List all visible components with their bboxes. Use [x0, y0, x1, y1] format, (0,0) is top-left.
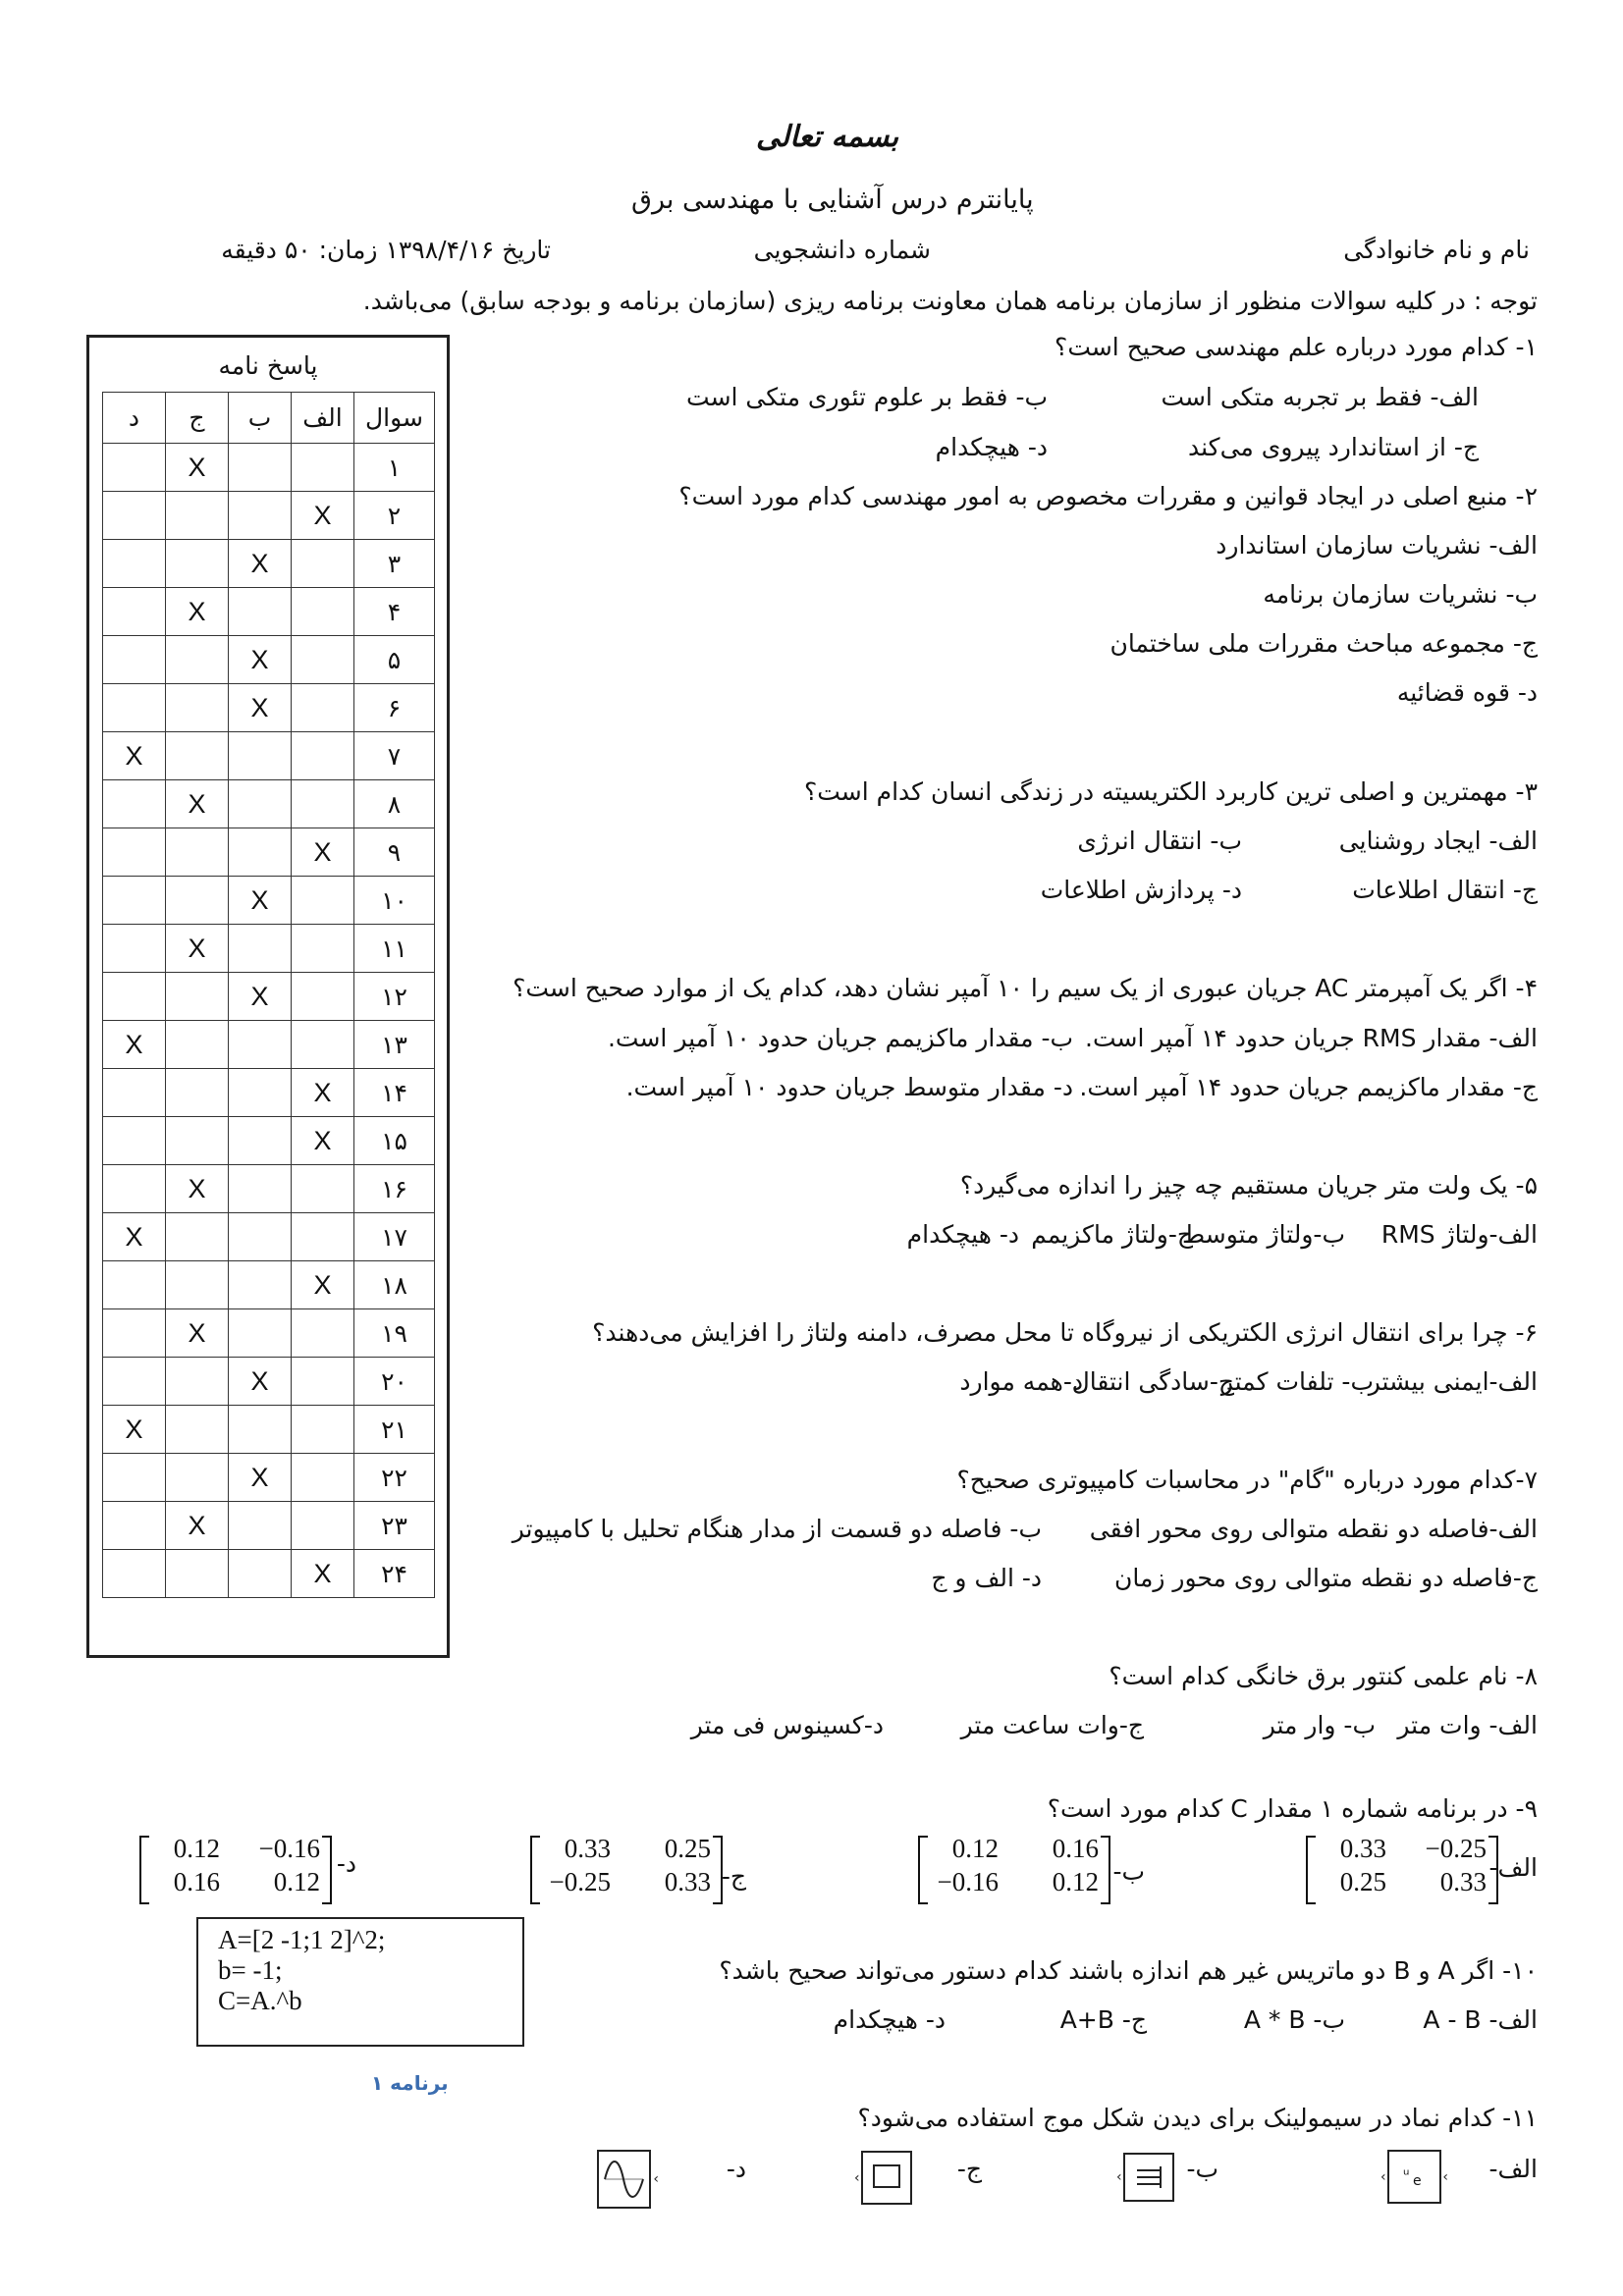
question-11-text: ۱۱- کدام نماد در سیمولینک برای دیدن شکل موج استفاده می‌شود؟ — [857, 2104, 1538, 2132]
choice-alef — [292, 732, 354, 780]
choice-be — [229, 780, 292, 828]
scope-like-block-icon: › — [861, 2151, 912, 2205]
answer-table-header — [103, 393, 435, 444]
q9-matrix-b — [918, 1834, 1110, 1902]
question-5-text: ۵- یک ولت متر جریان مستقیم چه چیز را اندازه می‌گیرد؟ — [959, 1171, 1538, 1200]
choice-be: X — [229, 973, 292, 1021]
choice-alef — [292, 973, 354, 1021]
answer-row — [103, 1358, 435, 1406]
answer-row — [103, 492, 435, 540]
choice-alef — [292, 1165, 354, 1213]
q6-option-d: د-همه موارد — [959, 1367, 1083, 1396]
choice-jim — [166, 732, 229, 780]
left-bracket — [530, 1836, 540, 1904]
choice-alef — [292, 877, 354, 925]
q6-option-a: الف-ایمنی بیشتر — [1368, 1367, 1538, 1396]
q5-option-c: ج-ولتاژ ماکزیمم — [1031, 1220, 1193, 1249]
q9-option-b-label: ب- — [1112, 1857, 1145, 1886]
answer-row — [103, 1021, 435, 1069]
answer-row — [103, 1454, 435, 1502]
matrix-cell: 0.12 — [951, 1834, 999, 1863]
choice-be: X — [229, 1454, 292, 1502]
choice-dal — [103, 1502, 166, 1550]
matrix-cell: −0.25 — [1425, 1834, 1487, 1863]
q4-option-b: ب- مقدار ماکزیمم جریان حدود ۱۰ آمپر است. — [607, 1024, 1073, 1052]
choice-be — [229, 1406, 292, 1454]
matrix-cell: 0.33 — [664, 1867, 711, 1896]
choice-jim — [166, 1406, 229, 1454]
choice-dal — [103, 973, 166, 1021]
choice-dal — [103, 828, 166, 877]
question-7-text: ۷-کدام مورد درباره "گام" در محاسبات کامپیوتری صحیح؟ — [956, 1466, 1538, 1494]
matrix-cell: 0.16 — [1052, 1834, 1099, 1863]
q2-option-a: الف- نشریات سازمان استاندارد — [1216, 531, 1538, 560]
q2-option-b: ب- نشریات سازمان برنامه — [1263, 580, 1538, 609]
q11-option-b: ب- — [1186, 2155, 1218, 2183]
choice-dal: X — [103, 1406, 166, 1454]
answer-row — [103, 973, 435, 1021]
choice-dal — [103, 636, 166, 684]
header-dal: د — [103, 393, 166, 444]
answer-sheet-title: پاسخ نامه — [218, 351, 318, 380]
q5-option-a: الف-ولتاژ RMS — [1380, 1220, 1538, 1249]
choice-dal — [103, 1454, 166, 1502]
choice-be — [229, 1165, 292, 1213]
question-number: ۱۵ — [354, 1117, 435, 1165]
question-number: ۱ — [354, 444, 435, 492]
choice-dal — [103, 540, 166, 588]
question-number: ۱۱ — [354, 925, 435, 973]
choice-jim — [166, 684, 229, 732]
answer-row — [103, 588, 435, 636]
q7-option-c: ج-فاصله دو نقطه متوالی روی محور زمان — [1114, 1564, 1538, 1592]
choice-jim — [166, 1454, 229, 1502]
choice-alef — [292, 684, 354, 732]
choice-dal — [103, 684, 166, 732]
choice-alef — [292, 444, 354, 492]
choice-be: X — [229, 636, 292, 684]
choice-alef — [292, 540, 354, 588]
header-question: سوال — [354, 393, 435, 444]
choice-dal — [103, 1165, 166, 1213]
choice-be — [229, 1117, 292, 1165]
choice-alef — [292, 636, 354, 684]
choice-dal: X — [103, 732, 166, 780]
question-number: ۱۴ — [354, 1069, 435, 1117]
choice-alef — [292, 1021, 354, 1069]
q9-option-d-label: د- — [336, 1849, 356, 1878]
question-number: ۲۰ — [354, 1358, 435, 1406]
question-number: ۲۱ — [354, 1406, 435, 1454]
matrix-cell: 0.33 — [564, 1834, 611, 1863]
question-number: ۳ — [354, 540, 435, 588]
choice-jim — [166, 828, 229, 877]
choice-jim — [166, 1117, 229, 1165]
choice-be — [229, 1309, 292, 1358]
matrix-cell: 0.33 — [1339, 1834, 1386, 1863]
choice-jim: X — [166, 925, 229, 973]
exam-note: توجه : در کلیه سوالات منظور از سازمان برنامه همان معاونت برنامه ریزی (سازمان برنامه و بودجه سابق) می‌باشد. — [362, 287, 1538, 315]
choice-alef — [292, 1502, 354, 1550]
question-number: ۹ — [354, 828, 435, 877]
q10-option-d: د- هیچکدام — [833, 2005, 946, 2034]
left-bracket — [1306, 1836, 1316, 1904]
q8-option-b: ب- وار متر — [1263, 1711, 1376, 1739]
question-9-text: ۹- در برنامه شماره ۱ مقدار C کدام مورد است؟ — [1047, 1794, 1538, 1823]
choice-alef: X — [292, 1261, 354, 1309]
choice-be: X — [229, 540, 292, 588]
question-number: ۱۶ — [354, 1165, 435, 1213]
choice-be — [229, 925, 292, 973]
q8-option-d: د-کسینوس فی متر — [690, 1711, 884, 1739]
q4-option-c: ج- مقدار ماکزیمم جریان حدود ۱۴ آمپر است. — [1079, 1073, 1538, 1101]
left-bracket — [139, 1836, 149, 1904]
q10-option-a: الف- A - B — [1423, 2005, 1538, 2034]
q1-option-b: ب- فقط بر علوم تئوری متکی است — [686, 383, 1048, 411]
q2-option-c: ج- مجموعه مباحث مقررات ملی ساختمان — [1109, 629, 1538, 658]
choice-be — [229, 492, 292, 540]
q3-option-a: الف- ایجاد روشنایی — [1338, 827, 1538, 855]
question-number: ۲۲ — [354, 1454, 435, 1502]
program-code-box — [196, 1917, 524, 2047]
display-block-icon: › — [1123, 2153, 1174, 2202]
matrix-cell: 0.25 — [1339, 1867, 1386, 1896]
right-bracket — [1101, 1836, 1110, 1904]
choice-dal — [103, 1261, 166, 1309]
question-number: ۲۴ — [354, 1550, 435, 1598]
q7-option-a: الف-فاصله دو نقطه متوالی روی محور افقی — [1089, 1515, 1538, 1543]
choice-be — [229, 444, 292, 492]
matrix-cell: −0.16 — [258, 1834, 320, 1863]
q6-option-b: ب- تلفات کمتر — [1220, 1367, 1374, 1396]
q8-option-a: الف- وات متر — [1397, 1711, 1538, 1739]
right-bracket — [322, 1836, 332, 1904]
gain-block-icon: › ᵘ e › — [1387, 2150, 1441, 2204]
bismillah: بسمه تعالی — [756, 120, 899, 154]
q4-option-a: الف- مقدار RMS جریان حدود ۱۴ آمپر است. — [1085, 1024, 1538, 1052]
matrix-cell: 0.25 — [664, 1834, 711, 1863]
choice-alef: X — [292, 492, 354, 540]
date-time-label: تاریخ ۱۳۹۸/۴/۱۶ زمان: ۵۰ دقیقه — [221, 236, 551, 264]
choice-dal — [103, 780, 166, 828]
left-bracket — [918, 1836, 928, 1904]
choice-jim — [166, 1261, 229, 1309]
q3-option-b: ب- انتقال انرژی — [1077, 827, 1242, 855]
question-2-text: ۲- منبع اصلی در ایجاد قوانین و مقررات مخصوص به امور مهندسی کدام مورد است؟ — [678, 482, 1538, 510]
answer-row — [103, 780, 435, 828]
choice-jim: X — [166, 1309, 229, 1358]
choice-be: X — [229, 1358, 292, 1406]
choice-jim — [166, 492, 229, 540]
question-number: ۱۳ — [354, 1021, 435, 1069]
question-number: ۱۲ — [354, 973, 435, 1021]
answer-row — [103, 684, 435, 732]
answer-row — [103, 1117, 435, 1165]
q11-option-d: د- — [726, 2155, 746, 2183]
code-line: b= -1; — [218, 1955, 283, 1985]
choice-jim — [166, 1213, 229, 1261]
choice-dal — [103, 1550, 166, 1598]
choice-dal: X — [103, 1213, 166, 1261]
question-number: ۷ — [354, 732, 435, 780]
choice-alef — [292, 1309, 354, 1358]
choice-alef — [292, 1406, 354, 1454]
matrix-cell: 0.12 — [1052, 1867, 1099, 1896]
choice-be — [229, 1213, 292, 1261]
answer-row — [103, 1213, 435, 1261]
name-label: نام و نام خانوادگی — [1343, 236, 1530, 264]
choice-alef — [292, 780, 354, 828]
choice-alef — [292, 1358, 354, 1406]
matrix-cell: 0.12 — [273, 1867, 320, 1896]
choice-dal — [103, 925, 166, 973]
choice-jim — [166, 1069, 229, 1117]
choice-dal — [103, 1309, 166, 1358]
q5-option-d: د- هیچکدام — [906, 1220, 1019, 1249]
choice-jim: X — [166, 1165, 229, 1213]
answer-row — [103, 1502, 435, 1550]
choice-jim — [166, 636, 229, 684]
scope-sine-icon: › — [597, 2150, 651, 2209]
question-number: ۱۸ — [354, 1261, 435, 1309]
q11-option-a: الف- — [1488, 2155, 1538, 2183]
question-number: ۲۳ — [354, 1502, 435, 1550]
choice-jim — [166, 540, 229, 588]
choice-jim — [166, 1021, 229, 1069]
matrix-cell: −0.16 — [937, 1867, 999, 1896]
q3-option-d: د- پردازش اطلاعات — [1040, 876, 1242, 904]
choice-alef — [292, 1454, 354, 1502]
matrix-cell: 0.12 — [173, 1834, 220, 1863]
choice-jim — [166, 877, 229, 925]
choice-dal — [103, 877, 166, 925]
answer-row — [103, 636, 435, 684]
answer-row — [103, 828, 435, 877]
question-8-text: ۸- نام علمی کنتور برق خانگی کدام است؟ — [1109, 1662, 1538, 1690]
question-number: ۱۷ — [354, 1213, 435, 1261]
choice-alef: X — [292, 1550, 354, 1598]
right-bracket — [713, 1836, 723, 1904]
choice-be: X — [229, 684, 292, 732]
choice-dal — [103, 588, 166, 636]
choice-be — [229, 828, 292, 877]
q3-option-c: ج- انتقال اطلاعات — [1352, 876, 1538, 904]
question-number: ۶ — [354, 684, 435, 732]
q9-matrix-d — [139, 1834, 332, 1902]
answer-row — [103, 1309, 435, 1358]
program-caption: برنامه ۱ — [371, 2071, 449, 2095]
q1-option-d: د- هیچکدام — [935, 433, 1048, 461]
answer-row — [103, 877, 435, 925]
question-3-text: ۳- مهمترین و اصلی ترین کاربرد الکتریسیته در زندگی انسان کدام است؟ — [803, 777, 1538, 806]
choice-dal — [103, 1117, 166, 1165]
q10-option-c: ج- A+B — [1059, 2005, 1147, 2034]
choice-be — [229, 1502, 292, 1550]
q8-option-c: ج-وات ساعت متر — [960, 1711, 1144, 1739]
choice-be — [229, 1550, 292, 1598]
choice-alef: X — [292, 828, 354, 877]
question-number: ۵ — [354, 636, 435, 684]
q6-option-c: ج-سادگی انتقال — [1071, 1367, 1234, 1396]
header-alef: الف — [292, 393, 354, 444]
choice-dal — [103, 1358, 166, 1406]
header-be: ب — [229, 393, 292, 444]
q11-option-c: ج- — [956, 2155, 982, 2183]
q5-option-b: ب-ولتاژ متوسط — [1182, 1220, 1345, 1249]
choice-alef: X — [292, 1069, 354, 1117]
question-4-text: ۴- اگر یک آمپرمتر AC جریان عبوری از یک سیم را ۱۰ آمپر نشان دهد، کدام یک از موارد صحیح است؟ — [513, 974, 1538, 1002]
question-number: ۱۹ — [354, 1309, 435, 1358]
choice-be — [229, 732, 292, 780]
matrix-cell: 0.16 — [173, 1867, 220, 1896]
answer-row — [103, 1261, 435, 1309]
choice-alef — [292, 1213, 354, 1261]
choice-be — [229, 1261, 292, 1309]
question-1-text: ۱- کدام مورد درباره علم مهندسی صحیح است؟ — [1055, 333, 1538, 361]
code-line: A=[2 -1;1 2]^2; — [218, 1925, 386, 1954]
q9-matrix-a — [1306, 1834, 1498, 1902]
page-title: پایانترم درس آشنایی با مهندسی برق — [631, 185, 1034, 215]
choice-be — [229, 1021, 292, 1069]
matrix-cell: 0.33 — [1439, 1867, 1487, 1896]
choice-jim — [166, 973, 229, 1021]
answer-row — [103, 444, 435, 492]
choice-dal: X — [103, 1021, 166, 1069]
q4-option-d: د- مقدار متوسط جریان حدود ۱۰ آمپر است. — [625, 1073, 1073, 1101]
choice-jim: X — [166, 588, 229, 636]
choice-dal — [103, 492, 166, 540]
matrix-cell: −0.25 — [549, 1867, 611, 1896]
choice-dal — [103, 444, 166, 492]
answer-table — [102, 392, 435, 1598]
answer-sheet — [86, 335, 450, 1658]
choice-jim — [166, 1550, 229, 1598]
choice-be — [229, 588, 292, 636]
answer-row — [103, 1165, 435, 1213]
choice-dal — [103, 1069, 166, 1117]
choice-jim: X — [166, 1502, 229, 1550]
question-number: ۱۰ — [354, 877, 435, 925]
question-number: ۴ — [354, 588, 435, 636]
answer-row — [103, 540, 435, 588]
q9-option-a-label: الف- — [1488, 1853, 1538, 1882]
question-number: ۲ — [354, 492, 435, 540]
choice-alef — [292, 588, 354, 636]
choice-be: X — [229, 877, 292, 925]
choice-jim: X — [166, 444, 229, 492]
question-number: ۸ — [354, 780, 435, 828]
q7-option-d: د- الف و ج — [931, 1564, 1042, 1592]
header-jim: ج — [166, 393, 229, 444]
code-line: C=A.^b — [218, 1986, 302, 2015]
answer-row — [103, 1550, 435, 1598]
answer-row — [103, 925, 435, 973]
right-bracket — [1488, 1836, 1498, 1904]
answer-row — [103, 732, 435, 780]
question-6-text: ۶- چرا برای انتقال انرژی الکتریکی از نیروگاه تا محل مصرف، دامنه ولتاژ را افزایش می‌دهند؟ — [592, 1318, 1538, 1347]
choice-jim — [166, 1358, 229, 1406]
answer-row — [103, 1406, 435, 1454]
choice-jim: X — [166, 780, 229, 828]
choice-alef — [292, 925, 354, 973]
q9-option-c-label: ج- — [721, 1862, 746, 1891]
q10-option-b: ب- A * B — [1243, 2005, 1345, 2034]
choice-alef: X — [292, 1117, 354, 1165]
answer-row — [103, 1069, 435, 1117]
q7-option-b: ب- فاصله دو قسمت از مدار هنگام تحلیل با کامپیوتر — [512, 1515, 1042, 1543]
q1-option-c: ج- از استاندارد پیروی می‌کند — [1188, 433, 1479, 461]
q2-option-d: د- قوه قضائیه — [1396, 678, 1538, 707]
student-number-label: شماره دانشجویی — [753, 236, 931, 264]
q9-matrix-c — [530, 1834, 723, 1902]
q1-option-a: الف- فقط بر تجربه متکی است — [1161, 383, 1479, 411]
choice-be — [229, 1069, 292, 1117]
question-10-text: ۱۰- اگر A و B دو ماتریس غیر هم اندازه باشند کدام دستور می‌تواند صحیح باشد؟ — [719, 1956, 1538, 1985]
